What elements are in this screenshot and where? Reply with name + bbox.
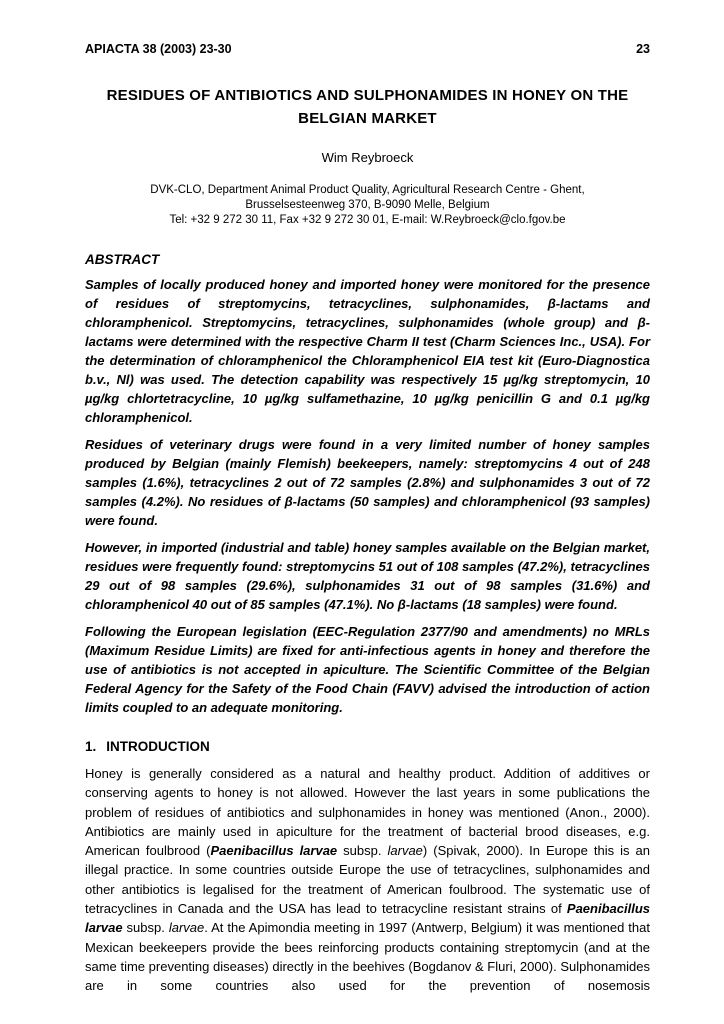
article-title: RESIDUES OF ANTIBIOTICS AND SULPHONAMIDES IN HONEY ON THE BELGIAN MARKET bbox=[106, 87, 629, 127]
abstract-section bbox=[85, 252, 650, 717]
journal-reference: APIACTA 38 (2003) 23-30 bbox=[85, 42, 232, 56]
abstract-paragraph-1: Samples of locally produced honey and imported honey were monitored for the presence of residues of streptomycins, tetracyclines, sulphonamides, β-lactams and chloramphenicol. Streptomycins, tetracyclines, sulphonamides (whole group) and β-lactams were determined with the respective Charm II test (Charm Sciences Inc., USA). For the determination of chloramphenicol the Chloramphenicol EIA test kit (Euro-Diagnostica b.v., Nl) was used. The detection capability was respectively 15 µg/kg streptomycin, 10 µg/kg chlortetracycline, 10 µg/kg sulfamethazine, 10 µg/kg penicillin G and 0.1 µg/kg chloramphenicol. bbox=[85, 277, 650, 425]
affiliation-line-contact: Tel: +32 9 272 30 11, Fax +32 9 272 30 01, E-mail: W.Reybroeck@clo.fgov.be bbox=[169, 214, 566, 226]
author-name: Wim Reybroeck bbox=[321, 150, 414, 165]
affiliation-line-institute: DVK-CLO, Department Animal Product Quality, Agricultural Research Centre - Ghent, bbox=[150, 184, 585, 196]
introduction-paragraph: Honey is generally considered as a natural and healthy product. Addition of additives or conserving agents to honey is not allowed. However the last years in some publications the problem of residues of antibiotics and sulphonamides in honey was mentioned (Anon., 2000). Antibiotics are mainly used in apiculture for the treatment of bacterial brood diseases, e.g. American foulbrood (Paenibacillus larvae subsp. larvae) (Spivak, 2000). In Europe this is an illegal practice. In some countries outside Europe the use of tetracyclines, sulphonamides and other antibiotics is legalised for the treatment of American foulbrood. The systematic use of tetracyclines in Canada and the USA has lead to tetracycline resistant strains of Paenibacillus larvae subsp. larvae. At the Apimondia meeting in 1997 (Antwerp, Belgium) it was mentioned that Mexican beekeepers provide the bees reinforcing products containing streptomycin (and at the same time preventing diseases) directly in the beehives (Bogdanov & Fluri, 2000). Sulphonamides are in some countries also used for the prevention of nosemosis bbox=[85, 766, 650, 994]
introduction-section bbox=[85, 739, 650, 996]
abstract-paragraph-2: Residues of veterinary drugs were found in a very limited number of honey samples produced by Belgian (mainly Flemish) beekeepers, namely: streptomycins 4 out of 248 samples (1.6%), tetracyclines 2 out of 72 samples (2.8%) and sulphonamides 3 out of 72 samples (4.2%). No residues of β-lactams (50 samples) and chloramphenicol (93 samples) were found. bbox=[85, 437, 650, 528]
abstract-paragraph-3: However, in imported (industrial and table) honey samples available on the Belgian market, residues were frequently found: streptomycins 51 out of 108 samples (47.2%), tetracyclines 29 out of 98 samples (29.6%), sulphonamides 31 out of 98 samples (31.6%) and chloramphenicol 40 out of 85 samples (47.1%). No β-lactams (18 samples) were found. bbox=[85, 540, 650, 612]
page-number: 23 bbox=[636, 42, 650, 56]
abstract-paragraph-4: Following the European legislation (EEC-Regulation 2377/90 and amendments) no MRLs (Maximum Residue Limits) are fixed for anti-infectious agents in honey and therefore the use of antibiotics is not accepted in apiculture. The Scientific Committee of the Belgian Federal Agency for the Safety of the Food Chain (FAVV) advised the introduction of action limits coupled to an adequate monitoring. bbox=[85, 624, 650, 715]
affiliation-block bbox=[85, 183, 650, 228]
introduction-heading-label: INTRODUCTION bbox=[106, 739, 210, 754]
running-head bbox=[85, 42, 650, 56]
introduction-heading bbox=[85, 739, 650, 754]
abstract-heading: ABSTRACT bbox=[85, 252, 160, 267]
introduction-heading-number: 1. bbox=[85, 739, 97, 754]
affiliation-line-address: Brusselsesteenweg 370, B-9090 Melle, Belgium bbox=[245, 199, 490, 211]
